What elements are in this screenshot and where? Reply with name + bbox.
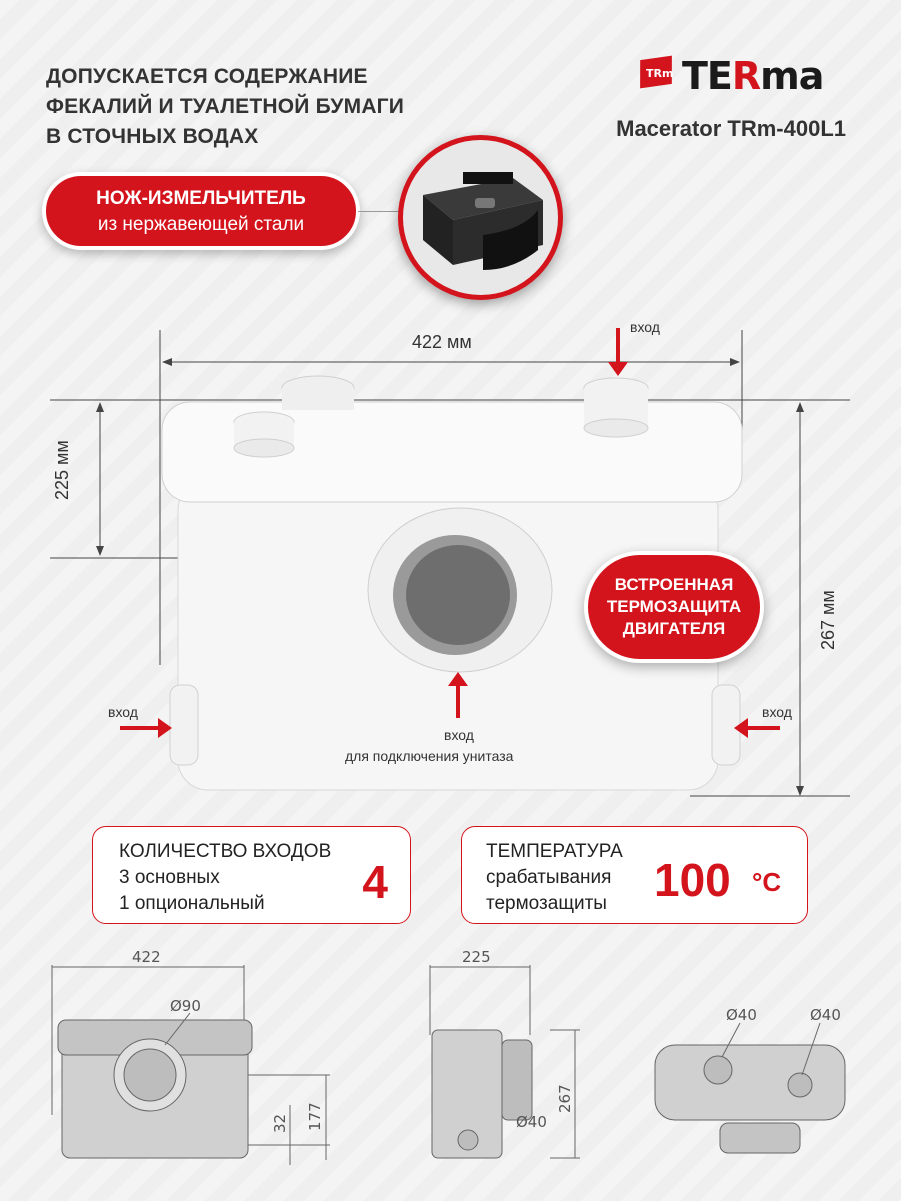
callout-connector bbox=[358, 211, 400, 212]
headline-line-1: ДОПУСКАЕТСЯ СОДЕРЖАНИЕ bbox=[46, 65, 368, 88]
headline-line-2: ФЕКАЛИЙ И ТУАЛЕТНОЙ БУМАГИ bbox=[46, 95, 405, 118]
inlet-center-description: для подключения унитаза bbox=[345, 748, 514, 764]
brand-name-a: TE bbox=[682, 54, 732, 98]
front-h2-label: 177 bbox=[306, 1102, 324, 1131]
brand-mark-text: TRm bbox=[646, 67, 674, 80]
thermo-protection-badge bbox=[584, 551, 764, 663]
brand-logo bbox=[634, 52, 849, 96]
model-name: Macerator TRm-400L1 bbox=[616, 116, 846, 141]
inlet-center-label: вход bbox=[444, 727, 474, 743]
knife-blade-icon bbox=[403, 140, 558, 295]
temp-line-2: срабатывания bbox=[486, 867, 612, 888]
brand-name bbox=[682, 54, 823, 98]
knife-callout bbox=[42, 172, 360, 250]
headline-line-3: В СТОЧНЫХ ВОДАХ bbox=[46, 125, 259, 148]
technical-drawings bbox=[0, 945, 901, 1201]
dim-inlet-height: 225 мм bbox=[52, 440, 72, 500]
front-h1-label: 32 bbox=[271, 1113, 289, 1133]
thermo-badge-line-1: ВСТРОЕННАЯ bbox=[614, 575, 734, 594]
inputs-count-box bbox=[92, 826, 411, 924]
temp-value: 100 bbox=[654, 854, 731, 906]
temp-title: ТЕМПЕРАТУРА bbox=[486, 841, 623, 862]
temp-unit: °C bbox=[752, 867, 782, 897]
thermo-badge-line-2: ТЕРМОЗАЩИТА bbox=[606, 597, 742, 616]
side-height-label: 267 bbox=[556, 1084, 574, 1113]
inlet-right-label: вход bbox=[762, 704, 792, 720]
inlet-left-label: вход bbox=[108, 704, 138, 720]
side-width-label: 225 bbox=[462, 948, 491, 966]
inputs-main: 3 основных bbox=[119, 867, 220, 888]
temperature-box bbox=[461, 826, 808, 924]
front-view-drawing bbox=[52, 948, 330, 1165]
knife-callout-subtitle: из нержавеющей стали bbox=[97, 214, 305, 235]
inputs-optional: 1 опциональный bbox=[119, 893, 265, 914]
inputs-count-value: 4 bbox=[362, 856, 388, 908]
thermo-badge-line-3: ДВИГАТЕЛЯ bbox=[622, 619, 726, 638]
brand-name-b: ma bbox=[760, 54, 824, 98]
front-width-label: 422 bbox=[132, 948, 161, 966]
side-view-drawing bbox=[430, 948, 580, 1158]
knife-image bbox=[398, 135, 563, 300]
top-pipe-a-label: Ø40 bbox=[726, 1006, 757, 1024]
top-pipe-b-label: Ø40 bbox=[810, 1006, 841, 1024]
front-pipe-label: Ø90 bbox=[170, 997, 201, 1015]
knife-callout-title: НОЖ-ИЗМЕЛЬЧИТЕЛЬ bbox=[96, 188, 306, 209]
side-pipe-label: Ø40 bbox=[516, 1113, 547, 1131]
inputs-title: КОЛИЧЕСТВО ВХОДОВ bbox=[119, 841, 332, 862]
top-view-drawing bbox=[655, 1006, 845, 1153]
headline bbox=[46, 62, 404, 152]
brand-mark-icon bbox=[634, 52, 678, 92]
dim-width: 422 мм bbox=[412, 332, 472, 352]
inlet-top-label: вход bbox=[630, 319, 660, 335]
dim-height: 267 мм bbox=[818, 590, 838, 650]
brand-name-r: R bbox=[731, 54, 761, 98]
temp-line-3: термозащиты bbox=[486, 893, 607, 914]
